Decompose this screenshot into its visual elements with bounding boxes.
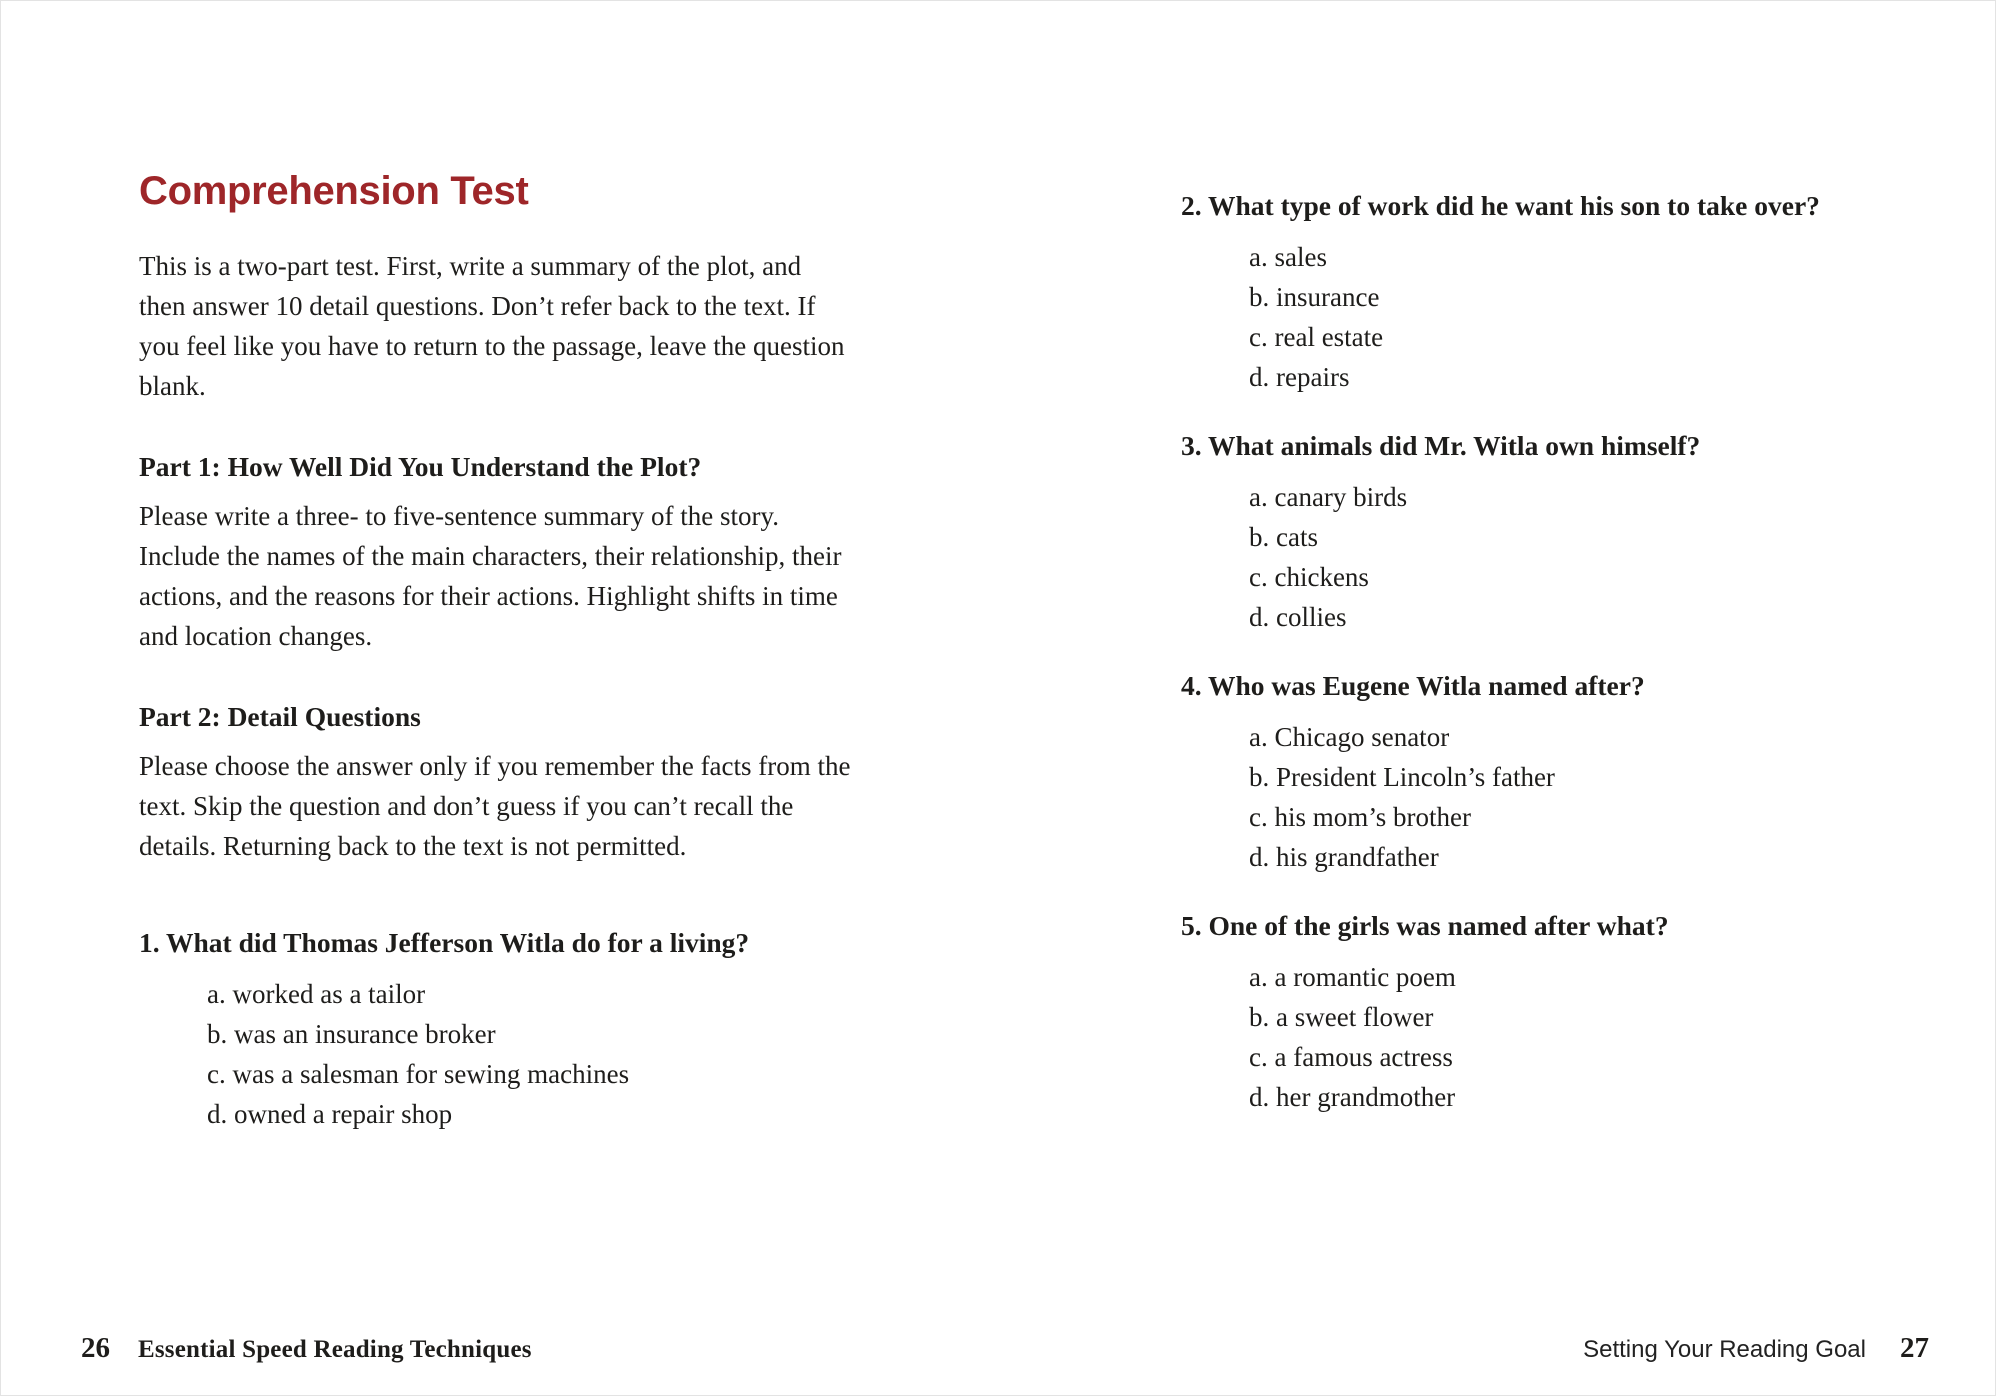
- answer-option: d. his grandfather: [1249, 842, 1439, 872]
- question-5-text: 5. One of the girls was named after what?: [1181, 910, 1669, 941]
- answer-option: c. a famous actress: [1249, 1042, 1453, 1072]
- part2-instructions: Please choose the answer only if you remember the facts from the text. Skip the question and don’t guess if you can’t recall the details. Returning back to the text is not permitted.: [139, 751, 851, 861]
- left-footer: [81, 1332, 532, 1365]
- answer-option: d. repairs: [1249, 362, 1350, 392]
- answer-option: c. was a salesman for sewing machines: [207, 1059, 630, 1089]
- answer-option: a. sales: [1249, 242, 1327, 272]
- answer-option: d. collies: [1249, 602, 1347, 632]
- question-1: [139, 926, 851, 1134]
- page-title: Comprehension Test: [139, 169, 529, 213]
- question-2: [1181, 189, 1911, 397]
- part1-heading: Part 1: How Well Did You Understand the Plot?: [139, 451, 702, 482]
- question-3: [1181, 429, 1911, 637]
- answer-option: a. canary birds: [1249, 482, 1408, 512]
- answer-option: a. a romantic poem: [1249, 962, 1456, 992]
- part2-heading: Part 2: Detail Questions: [139, 701, 421, 732]
- answer-option: b. President Lincoln’s father: [1249, 762, 1555, 792]
- left-page-number: 26: [81, 1332, 110, 1364]
- answer-option: a. Chicago senator: [1249, 722, 1450, 752]
- left-page-column: [139, 169, 851, 1166]
- question-2-options: [1249, 237, 1911, 397]
- answer-option: b. a sweet flower: [1249, 1002, 1434, 1032]
- right-page-column: [1181, 189, 1911, 1149]
- answer-option: d. her grandmother: [1249, 1082, 1456, 1112]
- question-3-options: [1249, 477, 1911, 637]
- part1-instructions: Please write a three- to five-sentence summary of the story. Include the names of the main characters, their relationship, their actions, and the reasons for their actions. Highlight shifts in time and location changes.: [139, 501, 842, 651]
- question-5: [1181, 909, 1911, 1117]
- intro-paragraph: This is a two-part test. First, write a summary of the plot, and then answer 10 detail questions. Don’t refer back to the text. If you feel like you have to return to the passage, leave the question blank.: [139, 251, 845, 401]
- right-page-number: 27: [1900, 1332, 1929, 1364]
- book-title: Essential Speed Reading Techniques: [138, 1336, 532, 1363]
- answer-option: b. cats: [1249, 522, 1318, 552]
- answer-option: d. owned a repair shop: [207, 1099, 453, 1129]
- running-footer: [81, 1332, 1929, 1365]
- question-3-text: 3. What animals did Mr. Witla own himself?: [1181, 430, 1701, 461]
- answer-option: c. chickens: [1249, 562, 1369, 592]
- answer-option: c. real estate: [1249, 322, 1384, 352]
- question-2-text: 2. What type of work did he want his son to take over?: [1181, 190, 1820, 221]
- answer-option: b. insurance: [1249, 282, 1380, 312]
- right-footer: [1583, 1332, 1929, 1365]
- question-1-text: 1. What did Thomas Jefferson Witla do for a living?: [139, 927, 750, 958]
- question-4-options: [1249, 717, 1911, 877]
- question-5-options: [1249, 957, 1911, 1117]
- question-4-text: 4. Who was Eugene Witla named after?: [1181, 670, 1645, 701]
- answer-option: b. was an insurance broker: [207, 1019, 496, 1049]
- question-1-options: [207, 974, 851, 1134]
- answer-option: c. his mom’s brother: [1249, 802, 1471, 832]
- answer-option: a. worked as a tailor: [207, 979, 426, 1009]
- question-4: [1181, 669, 1911, 877]
- chapter-title: Setting Your Reading Goal: [1583, 1336, 1866, 1363]
